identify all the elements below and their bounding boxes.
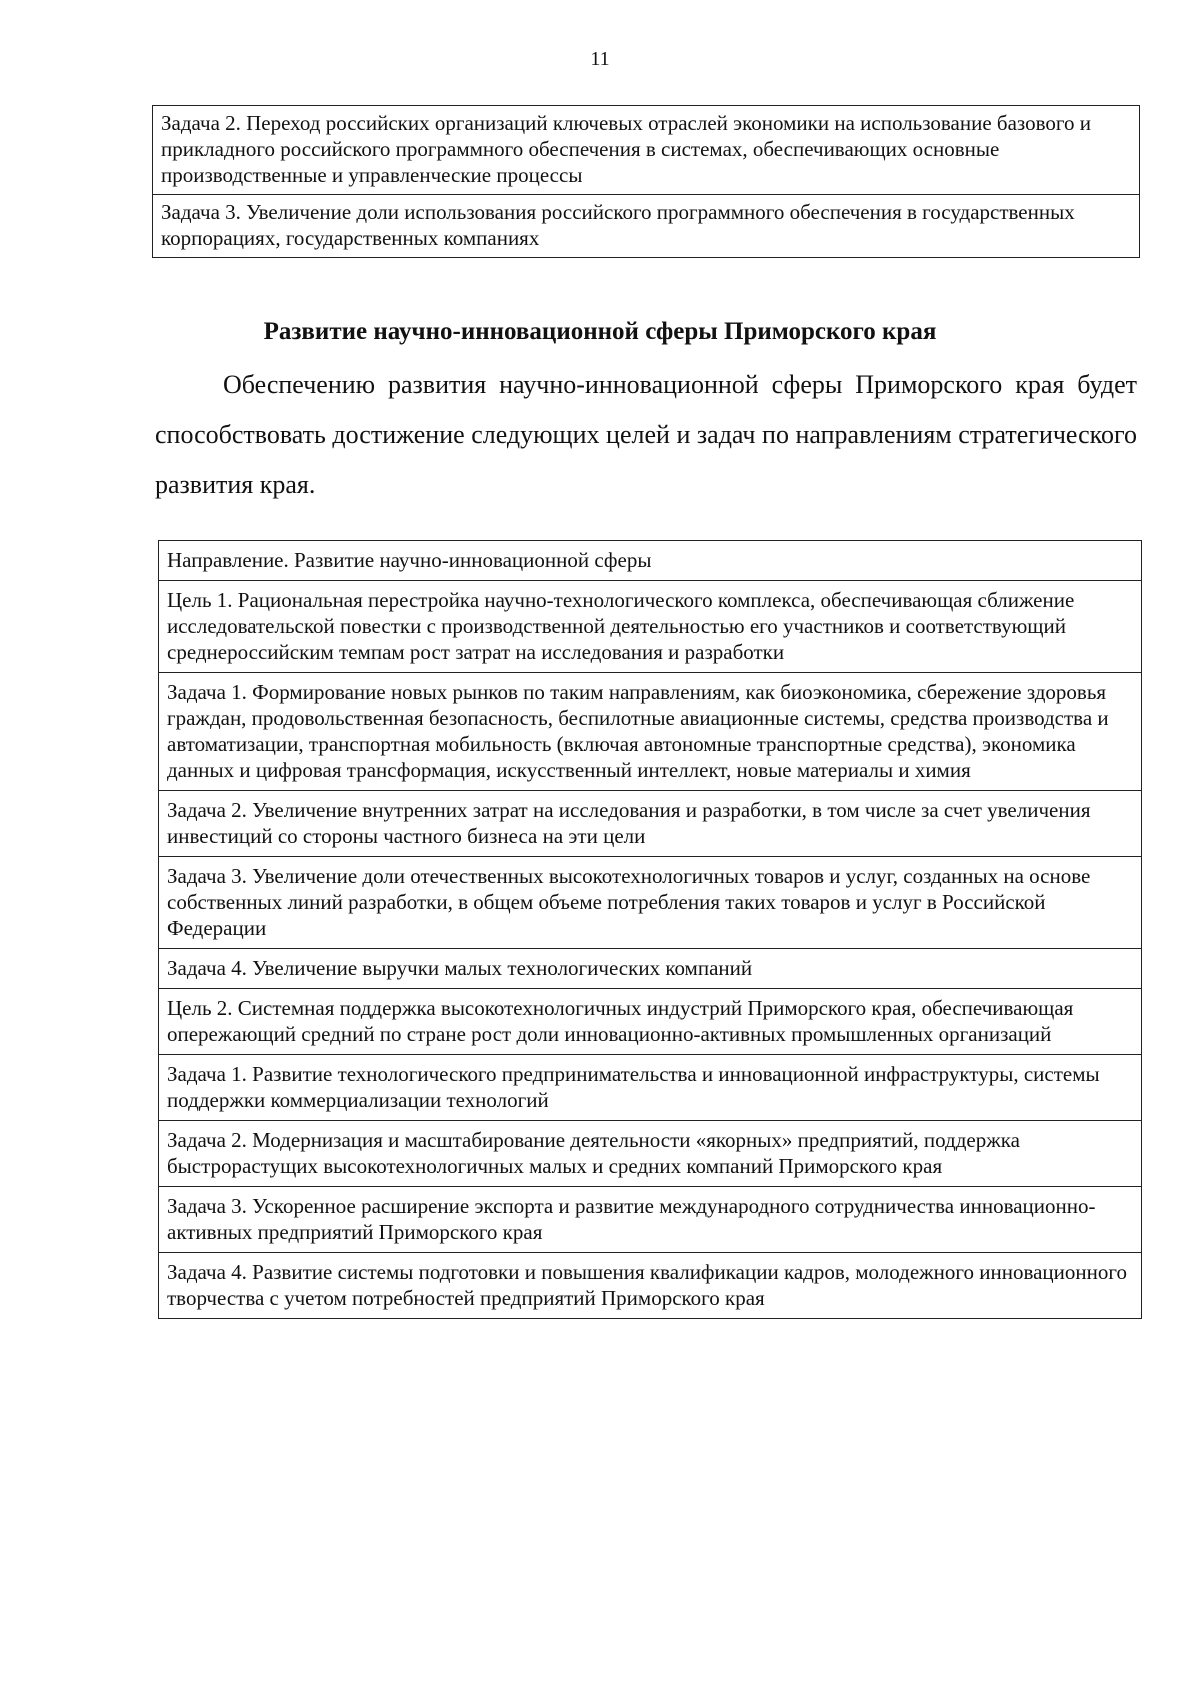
task-cell: Задача 2. Увеличение внутренних затрат на исследования и разработки, в том числе за счет увеличения инвестиций со стороны частного бизнеса на эти цели bbox=[159, 791, 1141, 857]
section-paragraph: Обеспечению развития научно-инновационной сферы Приморского края будет способствовать достижение следующих целей и задач по направлениям стратегического развития края. bbox=[155, 370, 1137, 499]
goal-cell: Цель 1. Рациональная перестройка научно-технологического комплекса, обеспечивающая сближение исследовательской повестки с производственной деятельностью его участников и соответствующий среднероссийским темпам рост затрат на исследования и разработки bbox=[159, 581, 1141, 673]
task-cell: Задача 1. Формирование новых рынков по таким направлениям, как биоэкономика, сбережение здоровья граждан, продовольственная безопасность, беспилотные авиационные системы, средства производства и автоматизации, транспортная мобильность (включая автономные транспортные средства), экономика данных и цифровая трансформация, искусственный интеллект, новые материалы и химия bbox=[159, 673, 1141, 791]
direction-cell: Направление. Развитие научно-инновационной сферы bbox=[159, 541, 1141, 581]
task-cell: Задача 1. Развитие технологического предпринимательства и инновационной инфраструктуры, системы поддержки коммерциализации технологий bbox=[159, 1055, 1141, 1121]
task-cell: Задача 2. Модернизация и масштабирование деятельности «якорных» предприятий, поддержка быстрорастущих высокотехнологичных малых и средних компаний Приморского края bbox=[159, 1121, 1141, 1187]
task-cell: Задача 4. Развитие системы подготовки и повышения квалификации кадров, молодежного инновационного творчества с учетом потребностей предприятий Приморского края bbox=[167, 1260, 1127, 1310]
goals-table bbox=[158, 540, 1142, 1319]
table-cell: Задача 2. Переход российских организаций ключевых отраслей экономики на использование базового и прикладного российского программного обеспечения в системах, обеспечивающих основные производственные и управленческие процессы bbox=[153, 106, 1139, 195]
page-number: 11 bbox=[590, 48, 610, 70]
section-heading: Развитие научно-инновационной сферы Приморского края bbox=[263, 318, 937, 345]
top-table bbox=[152, 105, 1140, 258]
goal-cell: Цель 2. Системная поддержка высокотехнологичных индустрий Приморского края, обеспечивающая опережающий средний по стране рост доли инновационно-активных промышленных организаций bbox=[159, 989, 1141, 1055]
task-cell: Задача 3. Ускоренное расширение экспорта и развитие международного сотрудничества инновационно-активных предприятий Приморского края bbox=[159, 1187, 1141, 1253]
task-cell: Задача 3. Увеличение доли отечественных высокотехнологичных товаров и услуг, созданных на основе собственных линий разработки, в общем объеме потребления таких товаров и услуг в Российской Федерации bbox=[159, 857, 1141, 949]
task-cell: Задача 4. Увеличение выручки малых технологических компаний bbox=[159, 949, 1141, 989]
table-cell: Задача 3. Увеличение доли использования российского программного обеспечения в государственных корпорациях, государственных компаниях bbox=[161, 200, 1075, 250]
